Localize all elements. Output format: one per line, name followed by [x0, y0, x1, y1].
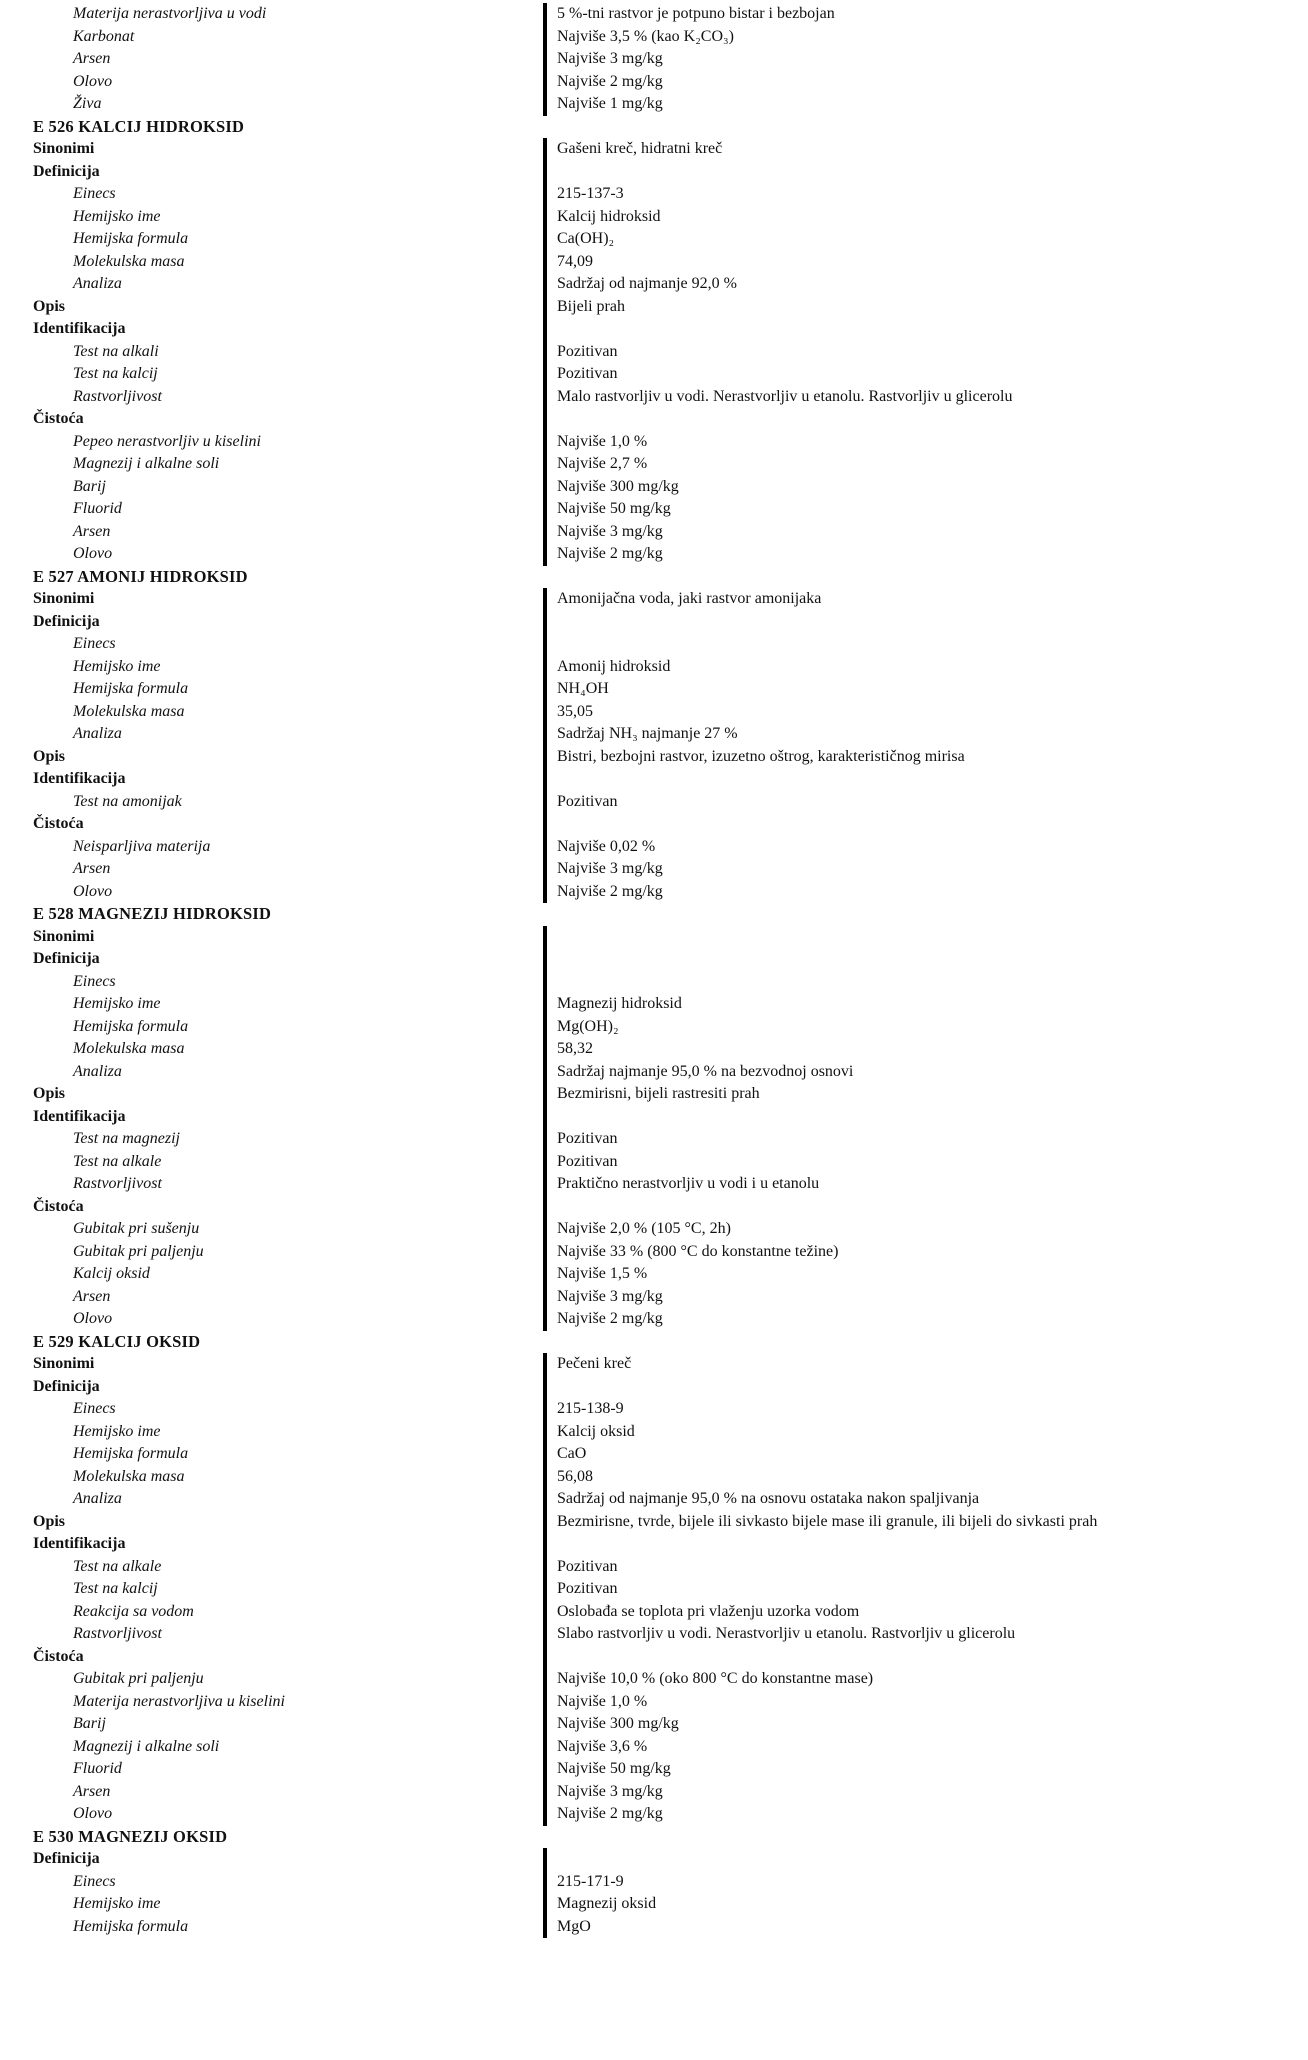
- spec-row: [0, 206, 1308, 229]
- spec-row: [0, 701, 1308, 724]
- spec-value: Pozitivan: [543, 1578, 1308, 1601]
- spec-label: Hemijsko ime: [73, 995, 161, 1012]
- spec-label: Opis: [33, 747, 66, 765]
- spec-row: [0, 1713, 1308, 1736]
- spec-value: Amonijačna voda, jaki rastvor amonijaka: [543, 588, 1308, 611]
- spec-row: [0, 633, 1308, 656]
- spec-label: Hemijsko ime: [73, 657, 161, 675]
- spec-row: [0, 318, 1308, 341]
- spec-row: [0, 251, 1308, 274]
- spec-label: Opis: [33, 297, 66, 315]
- spec-row: [0, 1061, 1308, 1084]
- spec-value: [543, 926, 1308, 949]
- spec-label: Hemijska formula: [73, 1017, 189, 1035]
- spec-label: Hemijsko ime: [73, 1422, 161, 1440]
- section-header: E 529 KALCIJ OKSID: [33, 1331, 201, 1351]
- section-header: E 528 MAGNEZIJ HIDROKSID: [33, 904, 272, 923]
- spec-row: [0, 1668, 1308, 1691]
- spec-value: Kalcij oksid: [543, 1421, 1308, 1444]
- spec-value: 56,08: [543, 1466, 1308, 1489]
- spec-label: Sinonimi: [33, 140, 95, 157]
- spec-value: Najviše 3 mg/kg: [543, 48, 1308, 71]
- spec-label: Reakcija sa vodom: [73, 1602, 194, 1620]
- spec-value: Pozitivan: [543, 791, 1308, 814]
- spec-row: [0, 813, 1308, 836]
- spec-value: Magnezij hidroksid: [543, 993, 1308, 1016]
- spec-label: Olovo: [73, 882, 113, 900]
- spec-value: [543, 1376, 1308, 1399]
- spec-value: NH₄OH: [543, 678, 1308, 701]
- spec-value: [543, 161, 1308, 184]
- spec-label: Analiza: [73, 1062, 122, 1080]
- spec-label: Analiza: [73, 275, 122, 292]
- spec-value: Pozitivan: [543, 1556, 1308, 1579]
- spec-label: Olovo: [73, 545, 113, 562]
- spec-value: Magnezij oksid: [543, 1893, 1308, 1916]
- spec-section: [0, 566, 1308, 904]
- spec-label: Rastvorljivost: [73, 1175, 162, 1192]
- spec-row: [0, 723, 1308, 746]
- section-header-row: [0, 903, 1308, 926]
- spec-row: [0, 1758, 1308, 1781]
- spec-row: [0, 1916, 1308, 1939]
- spec-label: Molekulska masa: [73, 1467, 185, 1485]
- spec-row: [0, 71, 1308, 94]
- section-body: [0, 3, 1308, 116]
- spec-row: [0, 1848, 1308, 1871]
- spec-label: Einecs: [73, 972, 116, 990]
- spec-value: Kalcij hidroksid: [543, 206, 1308, 229]
- spec-row: [0, 1263, 1308, 1286]
- spec-row: [0, 431, 1308, 454]
- spec-label: Einecs: [73, 185, 116, 202]
- spec-label: Materija nerastvorljiva u vodi: [73, 5, 267, 22]
- spec-label: Čistoća: [33, 410, 84, 427]
- spec-value: [543, 813, 1308, 836]
- spec-label: Neisparljiva materija: [73, 837, 211, 855]
- spec-row: [0, 746, 1308, 769]
- spec-value: [543, 408, 1308, 431]
- spec-value: Najviše 2 mg/kg: [543, 881, 1308, 904]
- spec-value: Oslobađa se toplota pri vlaženju uzorka vodom: [543, 1601, 1308, 1624]
- spec-label: Molekulska masa: [73, 702, 185, 720]
- spec-row: [0, 228, 1308, 251]
- spec-value: 215-138-9: [543, 1398, 1308, 1421]
- spec-value: Sadržaj NH₃ najmanje 27 %: [543, 723, 1308, 746]
- section-header-row: [0, 1331, 1308, 1354]
- spec-row: [0, 1038, 1308, 1061]
- spec-row: [0, 138, 1308, 161]
- section-header: E 526 KALCIJ HIDROKSID: [33, 116, 245, 136]
- spec-value: [543, 1106, 1308, 1129]
- spec-value: [543, 1533, 1308, 1556]
- spec-row: [0, 588, 1308, 611]
- spec-value: Bijeli prah: [543, 296, 1308, 319]
- spec-value: Najviše 1,0 %: [543, 431, 1308, 454]
- spec-label: Gubitak pri sušenju: [73, 1220, 200, 1237]
- section-body: [0, 926, 1308, 1331]
- spec-label: Magnezij i alkalne soli: [73, 1737, 220, 1755]
- spec-row: [0, 836, 1308, 859]
- spec-row: [0, 1151, 1308, 1174]
- spec-value: Najviše 2,7 %: [543, 453, 1308, 476]
- spec-label: Olovo: [73, 1805, 113, 1822]
- spec-value: Najviše 3,6 %: [543, 1736, 1308, 1759]
- spec-label: Test na alkali: [73, 342, 159, 360]
- spec-label: Identifikacija: [33, 770, 126, 787]
- spec-row: [0, 1691, 1308, 1714]
- spec-label: Arsen: [73, 1782, 111, 1800]
- spec-row: [0, 1556, 1308, 1579]
- spec-row: [0, 476, 1308, 499]
- spec-row: [0, 791, 1308, 814]
- spec-value: Najviše 2,0 % (105 °C, 2h): [543, 1218, 1308, 1241]
- section-body: [0, 1353, 1308, 1826]
- spec-value: Pozitivan: [543, 1128, 1308, 1151]
- spec-value: MgO: [543, 1916, 1308, 1939]
- section-header: E 527 AMONIJ HIDROKSID: [33, 566, 248, 586]
- spec-label: Karbonat: [73, 27, 135, 45]
- spec-label: Einecs: [73, 1872, 116, 1890]
- spec-value: Najviše 2 mg/kg: [543, 543, 1308, 566]
- spec-label: Fluorid: [73, 1760, 122, 1777]
- spec-label: Test na kalcij: [73, 1580, 158, 1597]
- spec-row: [0, 1173, 1308, 1196]
- spec-value: Sadržaj najmanje 95,0 % na bezvodnoj osnovi: [543, 1061, 1308, 1084]
- spec-value: 74,09: [543, 251, 1308, 274]
- spec-label: Arsen: [73, 522, 111, 540]
- spec-row: [0, 521, 1308, 544]
- spec-row: [0, 1466, 1308, 1489]
- spec-row: [0, 1218, 1308, 1241]
- spec-value: [543, 611, 1308, 634]
- spec-row: [0, 1511, 1308, 1534]
- spec-value: Malo rastvorljiv u vodi. Nerastvorljiv u etanolu. Rastvorljiv u glicerolu: [543, 386, 1308, 409]
- spec-row: [0, 678, 1308, 701]
- spec-value: [543, 633, 1308, 656]
- spec-label: Sinonimi: [33, 1355, 95, 1372]
- spec-row: [0, 1623, 1308, 1646]
- spec-label: Barij: [73, 477, 106, 495]
- spec-row: [0, 161, 1308, 184]
- spec-value: Bezmirisni, bijeli rastresiti prah: [543, 1083, 1308, 1106]
- section-body: [0, 1848, 1308, 1938]
- spec-label: Olovo: [73, 72, 113, 90]
- spec-value: Pozitivan: [543, 341, 1308, 364]
- spec-value: Najviše 3,5 % (kao K₂CO₃): [543, 26, 1308, 49]
- spec-label: Gubitak pri paljenju: [73, 1670, 204, 1687]
- spec-label: Hemijska formula: [73, 1917, 189, 1935]
- spec-value: 215-137-3: [543, 183, 1308, 206]
- spec-value: 215-171-9: [543, 1871, 1308, 1894]
- spec-label: Definicija: [33, 612, 100, 630]
- spec-section: [0, 1826, 1308, 1939]
- spec-value: Najviše 1,5 %: [543, 1263, 1308, 1286]
- spec-label: Hemijska formula: [73, 680, 189, 697]
- spec-value: Najviše 33 % (800 °C do konstantne težine): [543, 1241, 1308, 1264]
- spec-label: Test na kalcij: [73, 365, 158, 382]
- spec-value: Praktično nerastvorljiv u vodi i u etanolu: [543, 1173, 1308, 1196]
- spec-value: Najviše 2 mg/kg: [543, 1803, 1308, 1826]
- spec-value: Pozitivan: [543, 1151, 1308, 1174]
- spec-row: [0, 1601, 1308, 1624]
- spec-value: Najviše 3 mg/kg: [543, 1286, 1308, 1309]
- spec-label: Arsen: [73, 1287, 111, 1305]
- spec-row: [0, 1241, 1308, 1264]
- spec-label: Olovo: [73, 1310, 113, 1327]
- spec-label: Opis: [33, 1512, 66, 1530]
- spec-row: [0, 1286, 1308, 1309]
- spec-value: Sadržaj od najmanje 92,0 %: [543, 273, 1308, 296]
- spec-row: [0, 273, 1308, 296]
- spec-value: Najviše 1 mg/kg: [543, 93, 1308, 116]
- spec-row: [0, 1106, 1308, 1129]
- spec-value: 58,32: [543, 1038, 1308, 1061]
- spec-value: Najviše 300 mg/kg: [543, 476, 1308, 499]
- spec-row: [0, 453, 1308, 476]
- spec-value: Sadržaj od najmanje 95,0 % na osnovu ostataka nakon spaljivanja: [543, 1488, 1308, 1511]
- spec-value: [543, 318, 1308, 341]
- spec-section: [0, 116, 1308, 566]
- spec-label: Fluorid: [73, 500, 122, 517]
- spec-label: Materija nerastvorljiva u kiselini: [73, 1692, 285, 1710]
- spec-row: [0, 26, 1308, 49]
- spec-label: Definicija: [33, 1850, 100, 1867]
- spec-row: [0, 1443, 1308, 1466]
- spec-value: Amonij hidroksid: [543, 656, 1308, 679]
- spec-label: Analiza: [73, 1490, 122, 1507]
- spec-label: Definicija: [33, 1377, 100, 1395]
- spec-row: [0, 1376, 1308, 1399]
- spec-label: Hemijsko ime: [73, 1895, 161, 1912]
- spec-row: [0, 1016, 1308, 1039]
- spec-row: [0, 881, 1308, 904]
- spec-row: [0, 363, 1308, 386]
- spec-value: Najviše 300 mg/kg: [543, 1713, 1308, 1736]
- spec-row: [0, 611, 1308, 634]
- spec-row: [0, 1128, 1308, 1151]
- spec-row: [0, 48, 1308, 71]
- spec-value: Najviše 10,0 % (oko 800 °C do konstantne mase): [543, 1668, 1308, 1691]
- spec-row: [0, 1871, 1308, 1894]
- spec-label: Hemijska formula: [73, 1445, 189, 1462]
- spec-row: [0, 341, 1308, 364]
- spec-row: [0, 1398, 1308, 1421]
- spec-value: Najviše 50 mg/kg: [543, 498, 1308, 521]
- spec-row: [0, 1308, 1308, 1331]
- spec-value: 35,05: [543, 701, 1308, 724]
- spec-label: Sinonimi: [33, 927, 95, 945]
- spec-row: [0, 1196, 1308, 1219]
- spec-label: Magnezij i alkalne soli: [73, 455, 220, 472]
- spec-value: CaO: [543, 1443, 1308, 1466]
- spec-label: Rastvorljivost: [73, 1625, 162, 1642]
- spec-row: [0, 993, 1308, 1016]
- section-body: [0, 138, 1308, 566]
- spec-value: [543, 971, 1308, 994]
- spec-label: Pepeo nerastvorljiv u kiselini: [73, 432, 261, 450]
- spec-row: [0, 1353, 1308, 1376]
- spec-label: Identifikacija: [33, 320, 126, 337]
- spec-label: Sinonimi: [33, 590, 95, 607]
- spec-label: Čistoća: [33, 815, 84, 832]
- spec-label: Arsen: [73, 50, 111, 67]
- spec-value: Mg(OH)₂: [543, 1016, 1308, 1039]
- spec-label: Identifikacija: [33, 1535, 126, 1552]
- spec-section: [0, 903, 1308, 1331]
- spec-row: [0, 1736, 1308, 1759]
- spec-label: Test na alkale: [73, 1557, 162, 1575]
- spec-label: Molekulska masa: [73, 252, 185, 270]
- spec-row: [0, 971, 1308, 994]
- spec-value: [543, 1196, 1308, 1219]
- spec-row: [0, 3, 1308, 26]
- spec-value: 5 %-tni rastvor je potpuno bistar i bezbojan: [543, 3, 1308, 26]
- section-header-row: [0, 1826, 1308, 1849]
- spec-section: [0, 1331, 1308, 1826]
- section-header-row: [0, 116, 1308, 139]
- spec-label: Kalcij oksid: [73, 1265, 150, 1282]
- spec-label: Test na magnezij: [73, 1130, 180, 1147]
- spec-row: [0, 498, 1308, 521]
- spec-row: [0, 656, 1308, 679]
- spec-row: [0, 1781, 1308, 1804]
- spec-label: Einecs: [73, 635, 116, 652]
- spec-value: Najviše 50 mg/kg: [543, 1758, 1308, 1781]
- spec-label: Test na alkale: [73, 1152, 162, 1170]
- spec-row: [0, 1533, 1308, 1556]
- spec-label: Opis: [33, 1085, 66, 1102]
- spec-value: Slabo rastvorljiv u vodi. Nerastvorljiv u etanolu. Rastvorljiv u glicerolu: [543, 1623, 1308, 1646]
- spec-label: Arsen: [73, 860, 111, 877]
- spec-label: Čistoća: [33, 1197, 84, 1215]
- spec-value: Bistri, bezbojni rastvor, izuzetno oštrog, karakterističnog mirisa: [543, 746, 1308, 769]
- spec-row: [0, 1421, 1308, 1444]
- spec-value: Ca(OH)₂: [543, 228, 1308, 251]
- spec-label: Test na amonijak: [73, 792, 182, 810]
- spec-label: Definicija: [33, 950, 100, 967]
- spec-label: Barij: [73, 1715, 106, 1732]
- spec-value: Pečeni kreč: [543, 1353, 1308, 1376]
- section-header-row: [0, 566, 1308, 589]
- spec-section: [0, 3, 1308, 116]
- spec-value: Gašeni kreč, hidratni kreč: [543, 138, 1308, 161]
- spec-label: Definicija: [33, 162, 100, 180]
- spec-value: Najviše 3 mg/kg: [543, 521, 1308, 544]
- spec-row: [0, 296, 1308, 319]
- spec-value: [543, 948, 1308, 971]
- spec-row: [0, 93, 1308, 116]
- spec-row: [0, 408, 1308, 431]
- spec-label: Analiza: [73, 725, 122, 742]
- spec-row: [0, 948, 1308, 971]
- spec-label: Gubitak pri paljenju: [73, 1242, 204, 1260]
- spec-row: [0, 1488, 1308, 1511]
- spec-value: [543, 1646, 1308, 1669]
- section-body: [0, 588, 1308, 903]
- spec-label: Čistoća: [33, 1647, 84, 1665]
- spec-row: [0, 386, 1308, 409]
- spec-value: Najviše 3 mg/kg: [543, 858, 1308, 881]
- spec-row: [0, 1083, 1308, 1106]
- spec-value: Najviše 1,0 %: [543, 1691, 1308, 1714]
- spec-value: [543, 768, 1308, 791]
- spec-row: [0, 543, 1308, 566]
- spec-value: Najviše 2 mg/kg: [543, 71, 1308, 94]
- section-header: E 530 MAGNEZIJ OKSID: [33, 1826, 228, 1846]
- spec-value: [543, 1848, 1308, 1871]
- spec-label: Hemijsko ime: [73, 207, 161, 225]
- spec-row: [0, 926, 1308, 949]
- spec-row: [0, 1803, 1308, 1826]
- spec-value: Najviše 3 mg/kg: [543, 1781, 1308, 1804]
- spec-label: Einecs: [73, 1400, 116, 1417]
- spec-row: [0, 183, 1308, 206]
- spec-value: Najviše 2 mg/kg: [543, 1308, 1308, 1331]
- spec-row: [0, 1893, 1308, 1916]
- spec-label: Identifikacija: [33, 1107, 126, 1125]
- spec-row: [0, 1646, 1308, 1669]
- spec-value: Najviše 0,02 %: [543, 836, 1308, 859]
- spec-row: [0, 768, 1308, 791]
- spec-label: Hemijska formula: [73, 230, 189, 247]
- spec-value: Bezmirisne, tvrde, bijele ili sivkasto bijele mase ili granule, ili bijeli do sivkasti prah: [543, 1511, 1308, 1534]
- spec-row: [0, 858, 1308, 881]
- spec-label: Rastvorljivost: [73, 387, 162, 405]
- spec-label: Molekulska masa: [73, 1040, 185, 1057]
- spec-value: Pozitivan: [543, 363, 1308, 386]
- spec-label: Živa: [73, 95, 102, 112]
- spec-row: [0, 1578, 1308, 1601]
